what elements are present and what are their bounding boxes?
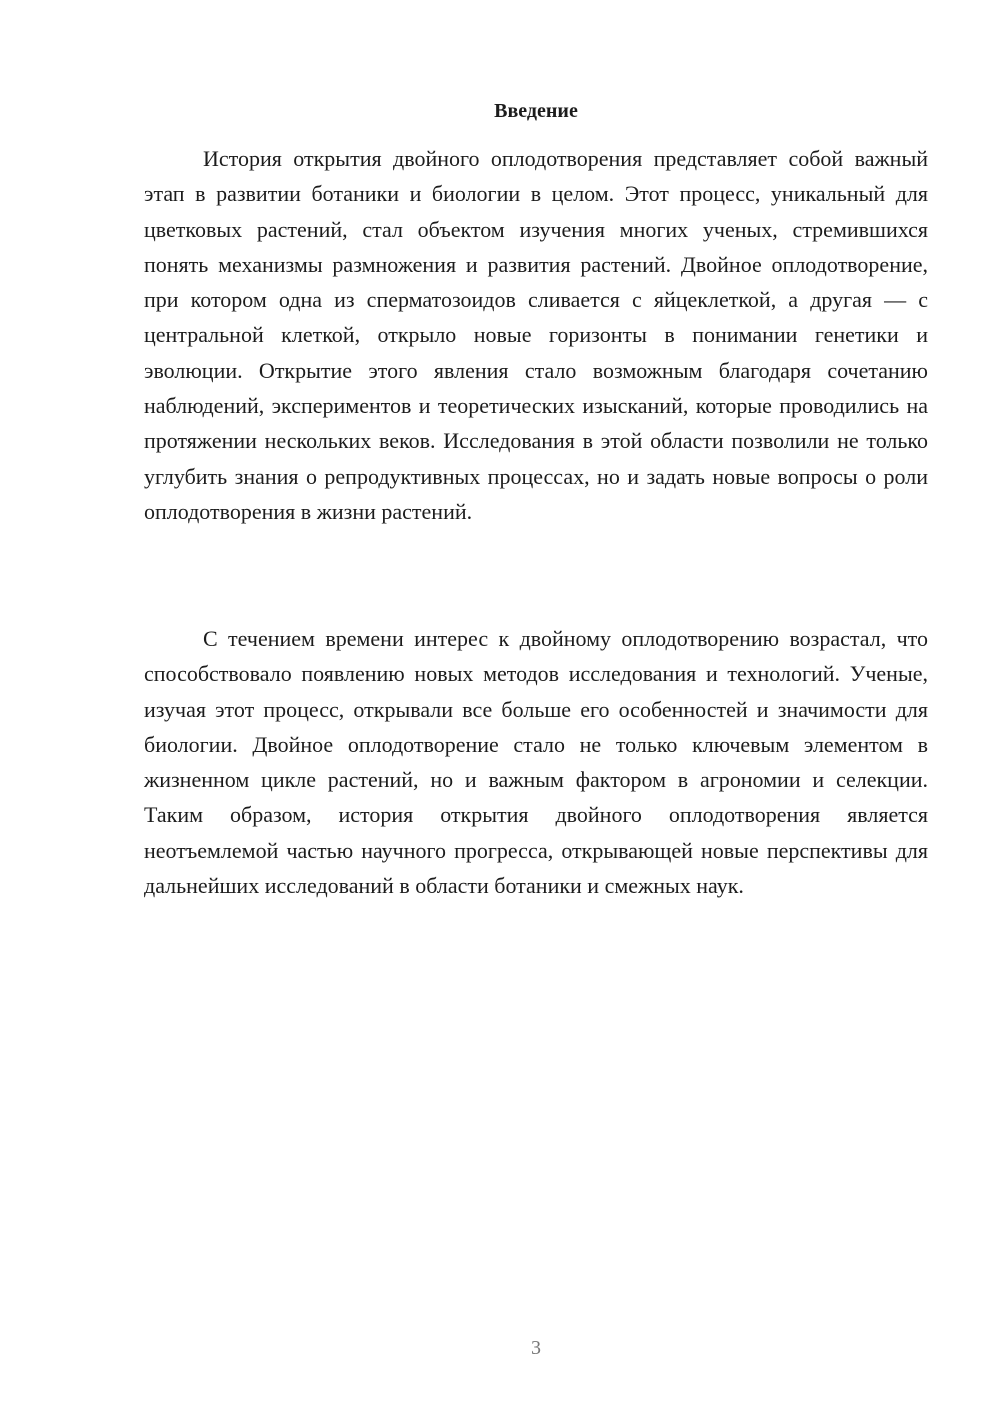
page-title: Введение <box>494 100 578 122</box>
paragraph-2: С течением времени интерес к двойному оплодотворению возрастал, что способствовало появлению новых методов исследования и технологий. Ученые, изучая этот процесс, открывали все больше его особенностей и значимости для биологии. Двойное оплодотворение стало не только ключевым элементом в жизненном цикле растений, но и важным фактором в агрономии и селекции. Таким образом, история открытия двойного оплодотворения является неотъемлемой частью научного прогресса, открывающей новые перспективы для дальнейших исследований в области ботаники и смежных наук. <box>144 626 928 899</box>
paragraph-1: История открытия двойного оплодотворения представляет собой важный этап в развитии ботаники и биологии в целом. Этот процесс, уникальный для цветковых растений, стал объектом изучения многих ученых, стремившихся понять механизмы размножения и развития растений. Двойное оплодотворение, при котором одна из сперматозоидов сливается с яйцеклеткой, а другая — с центральной клеткой, открыло новые горизонты в понимании генетики и эволюции. Открытие этого явления стало возможным благодаря сочетанию наблюдений, экспериментов и теоретических изысканий, которые проводились на протяжении нескольких веков. Исследования в этой области позволили не только углубить знания о репродуктивных процессах, но и задать новые вопросы о роли оплодотворения в жизни растений. <box>144 146 928 524</box>
page-number: 3 <box>531 1337 541 1359</box>
